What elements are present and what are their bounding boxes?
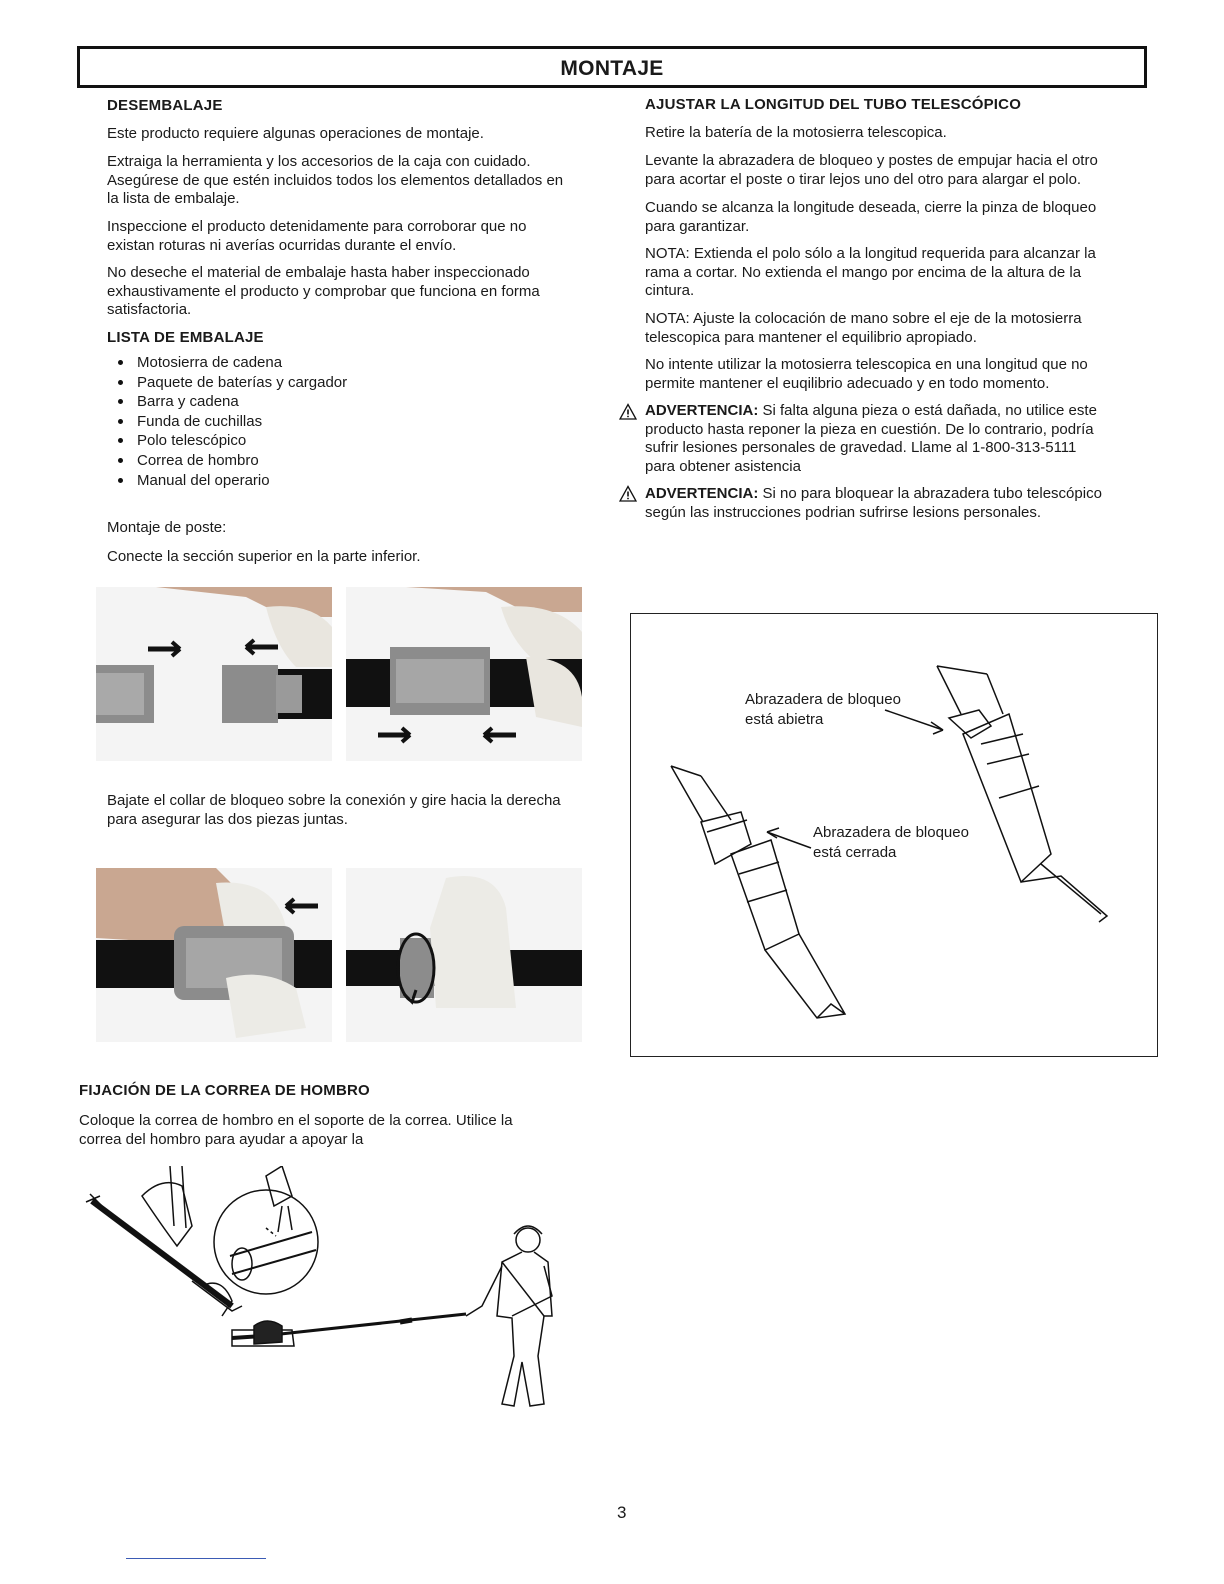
text-line: para acortar el poste o tirar lejos uno del otro para alargar el polo. (645, 170, 1082, 188)
footer-rule (126, 1558, 266, 1559)
list-item: Paquete de baterías y cargador (137, 373, 348, 391)
strap-heading: FIJACIÓN DE LA CORREA DE HOMBRO (79, 1082, 370, 1099)
photo-sections-joined (346, 587, 582, 761)
closed-clamp-label (813, 823, 969, 863)
unpacking-heading: DESEMBALAJE (107, 97, 223, 114)
warning-missing-parts (645, 402, 1097, 476)
unpacking-p3 (107, 218, 526, 255)
list-item: Motosierra de cadena (137, 353, 347, 373)
text-line: según las instrucciones podrian sufrirse lesions personales. (645, 503, 1042, 521)
unpacking-p1: Este producto requiere algunas operaciones de montaje. (107, 125, 484, 142)
photo-sections-apart (96, 587, 332, 761)
text-line: Coloque la correa de hombro en el soporte de la correa. Utilice la (79, 1112, 513, 1129)
text-line: correa del hombro para ayudar a apoyar la (79, 1130, 364, 1148)
text-line: telescopica para mantener el equilibrio apropiado. (645, 328, 977, 346)
warning-label: ADVERTENCIA: (645, 402, 759, 419)
text-line: Abrazadera de bloqueo (813, 824, 969, 841)
photo-slide-collar (96, 868, 332, 1042)
text-line: NOTA: Extienda el polo sólo a la longitud requerida para alcanzar la (645, 245, 1096, 262)
text-line: Levante la abrazadera de bloqueo y postes de empujar hacia el otro (645, 152, 1098, 169)
adjust-p1: Retire la batería de la motosierra telescopica. (645, 124, 947, 141)
unpacking-p4 (107, 264, 540, 320)
text-line: permite mantener el euqilibrio adecuado y en todo momento. (645, 374, 1050, 392)
strap-text (79, 1112, 513, 1149)
adjust-heading: AJUSTAR LA LONGITUD DEL TUBO TELESCÓPICO (645, 96, 1022, 113)
text-line: NOTA: Ajuste la colocación de mano sobre el eje de la motosierra (645, 310, 1082, 327)
section-title-bar (77, 46, 1147, 88)
text-line: No deseche el material de embalaje hasta haber inspeccionado (107, 264, 530, 281)
text-line: Bajate el collar de bloqueo sobre la conexión y gire hacia la derecha (107, 792, 561, 809)
warning-triangle-icon (619, 403, 637, 426)
text-line: producto hasta reponer la pieza en cuestión. De lo contrario, podría (645, 420, 1094, 438)
text-line: existan roturas ni averías ocurridas durante el envío. (107, 236, 457, 254)
text-line: Inspeccione el producto detenidamente para corroborar que no (107, 218, 527, 235)
text-line: rama a cortar. No extienda el mango por encima de la altura de la (645, 263, 1082, 281)
list-item: Manual del operario (137, 471, 347, 491)
text-line: para asegurar las dos piezas juntas. (107, 810, 348, 828)
text-line: Si falta alguna pieza o está dañada, no utilice este (758, 402, 1097, 419)
adjust-p4 (645, 356, 1088, 393)
pole-assembly-step2 (107, 792, 561, 829)
text-line: Cuando se alcanza la longitude deseada, cierre la pinza de bloqueo (645, 199, 1097, 216)
text-line: Si no para bloquear la abrazadera tubo telescópico (758, 485, 1102, 502)
pole-assembly-label: Montaje de poste: (107, 519, 227, 536)
text-line: Asegúrese de que estén incluidos todos los elementos detallados en (107, 171, 564, 189)
unpacking-p2 (107, 153, 563, 209)
list-item: Polo telescópico (137, 431, 347, 451)
warning-clamp-lock (645, 485, 1102, 522)
text-line: cintura. (645, 282, 695, 299)
text-line: la lista de embalaje. (107, 190, 240, 207)
text-line: está abietra (745, 711, 824, 728)
warning-label: ADVERTENCIA: (645, 485, 759, 502)
page-title: MONTAJE (560, 57, 664, 80)
text-line: No intente utilizar la motosierra telescopica en una longitud que no (645, 356, 1088, 373)
packing-list (107, 353, 347, 490)
text-line: Extraiga la herramienta y los accesorios de la caja con cuidado. (107, 153, 531, 170)
page-number: 3 (617, 1503, 627, 1522)
text-line: para obtener asistencia (645, 457, 801, 475)
list-item: Barra y cadena (137, 392, 347, 412)
open-clamp-label (745, 690, 901, 730)
list-item: Funda de cuchillas (137, 412, 347, 432)
adjust-note1 (645, 245, 1096, 301)
text-line: satisfactoria. (107, 301, 192, 318)
pole-assembly-step1: Conecte la sección superior en la parte inferior. (107, 548, 421, 565)
text-line: está cerrada (813, 844, 897, 861)
text-line: sufrir lesiones personales de gravedad. Llame al 1-800-313-5111 (645, 439, 1077, 456)
adjust-p3 (645, 199, 1096, 236)
packing-list-heading: LISTA DE EMBALAJE (107, 329, 264, 346)
text-line: Abrazadera de bloqueo (745, 691, 901, 708)
photo-rotate-collar (346, 868, 582, 1042)
text-line: para garantizar. (645, 217, 750, 235)
warning-triangle-icon (619, 485, 637, 508)
list-item: Correa de hombro (137, 451, 347, 471)
strap-illustration (82, 1166, 566, 1414)
adjust-note2 (645, 310, 1082, 347)
adjust-p2 (645, 152, 1098, 189)
clamp-figure (630, 613, 1158, 1057)
text-line: exhaustivamente el producto y comprobar que funciona en forma (107, 282, 540, 300)
